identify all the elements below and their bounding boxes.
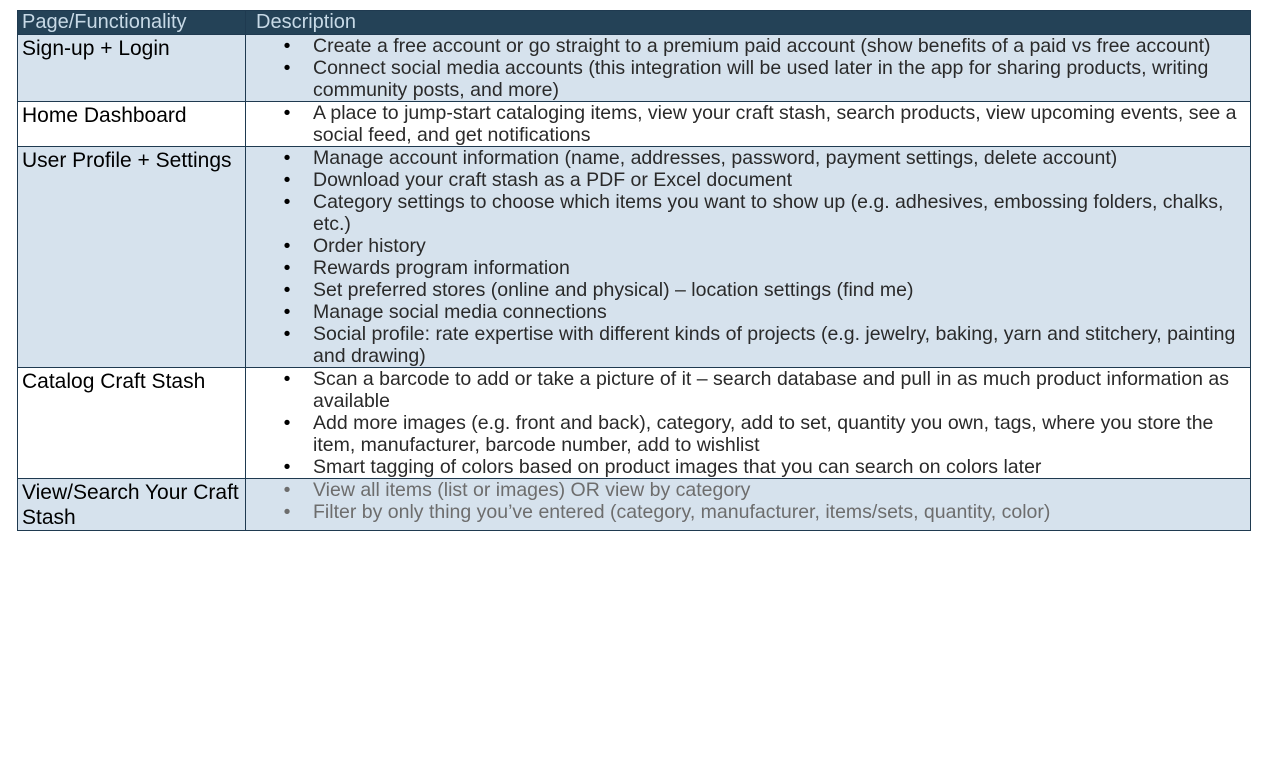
item-text: Manage social media connections	[313, 301, 607, 323]
list-item	[246, 147, 1250, 169]
item-text: Set preferred stores (online and physical) – location settings (find me)	[313, 279, 914, 301]
list-item	[246, 456, 1250, 478]
page-name-signup-login: Sign-up + Login	[18, 35, 246, 102]
page-name-home-dashboard: Home Dashboard	[18, 102, 246, 147]
list-item	[246, 279, 1250, 301]
table-row	[18, 368, 1251, 479]
list-item	[246, 191, 1250, 235]
table-row	[18, 147, 1251, 368]
bullet-icon: •	[283, 169, 291, 191]
list-item	[246, 102, 1250, 146]
table-row	[18, 35, 1251, 102]
list-item	[246, 323, 1250, 367]
bullet-icon: •	[283, 235, 291, 257]
item-text: Category settings to choose which items you want to show up (e.g. adhesives, embossing folders, chalks, etc.)	[313, 191, 1224, 235]
list-item	[246, 301, 1250, 323]
page-name-catalog-craft-stash: Catalog Craft Stash	[18, 368, 246, 479]
table-row	[18, 102, 1251, 147]
bullet-icon: •	[283, 35, 291, 57]
feature-description-table	[17, 10, 1251, 531]
item-text: Add more images (e.g. front and back), category, add to set, quantity you own, tags, where you store the item, manufacturer, barcode number, add to wishlist	[313, 412, 1214, 456]
item-text: Filter by only thing you’ve entered (category, manufacturer, items/sets, quantity, color)	[313, 501, 1051, 523]
list-item	[246, 57, 1250, 101]
item-text: Create a free account or go straight to a premium paid account (show benefits of a paid vs free account)	[313, 35, 1211, 57]
item-text: Order history	[313, 235, 426, 257]
list-item	[246, 501, 1250, 523]
item-text: Manage account information (name, addresses, password, payment settings, delete account)	[313, 147, 1118, 169]
page-name-user-profile-settings: User Profile + Settings	[18, 147, 246, 368]
item-text: Scan a barcode to add or take a picture of it – search database and pull in as much product information as available	[313, 368, 1229, 412]
list-item	[246, 235, 1250, 257]
description-cell	[246, 35, 1251, 102]
list-item	[246, 479, 1250, 501]
description-list	[246, 35, 1250, 101]
header-page-functionality: Page/Functionality	[18, 11, 246, 35]
bullet-icon: •	[283, 279, 291, 301]
item-text: Rewards program information	[313, 257, 570, 279]
page-name-view-search-craft-stash: View/Search Your Craft Stash	[18, 479, 246, 531]
description-cell	[246, 479, 1251, 531]
list-item	[246, 257, 1250, 279]
item-text: Social profile: rate expertise with different kinds of projects (e.g. jewelry, baking, yarn and stitchery, painting and drawing)	[313, 323, 1236, 367]
bullet-icon: •	[283, 368, 291, 390]
list-item	[246, 412, 1250, 456]
list-item	[246, 35, 1250, 57]
header-description: Description	[246, 11, 1251, 35]
table-header-row	[18, 11, 1251, 35]
bullet-icon: •	[283, 456, 291, 478]
bullet-icon: •	[283, 323, 291, 345]
item-text: Download your craft stash as a PDF or Excel document	[313, 169, 793, 191]
description-list	[246, 102, 1250, 146]
bullet-icon: •	[283, 501, 291, 523]
description-cell	[246, 102, 1251, 147]
description-cell	[246, 368, 1251, 479]
bullet-icon: •	[283, 147, 291, 169]
list-item	[246, 169, 1250, 191]
bullet-icon: •	[283, 412, 291, 434]
bullet-icon: •	[283, 191, 291, 213]
item-text: Smart tagging of colors based on product images that you can search on colors later	[313, 456, 1042, 478]
bullet-icon: •	[283, 257, 291, 279]
item-text: View all items (list or images) OR view by category	[313, 479, 751, 501]
description-cell	[246, 147, 1251, 368]
description-list	[246, 368, 1250, 478]
description-list	[246, 479, 1250, 523]
bullet-icon: •	[283, 102, 291, 124]
item-text: Connect social media accounts (this integration will be used later in the app for sharing products, writing community posts, and more)	[313, 57, 1209, 101]
bullet-icon: •	[283, 301, 291, 323]
list-item	[246, 368, 1250, 412]
description-list	[246, 147, 1250, 367]
item-text: A place to jump-start cataloging items, view your craft stash, search products, view upcoming events, see a social feed, and get notifications	[313, 102, 1237, 146]
table-row	[18, 479, 1251, 531]
bullet-icon: •	[283, 57, 291, 79]
bullet-icon: •	[283, 479, 291, 501]
